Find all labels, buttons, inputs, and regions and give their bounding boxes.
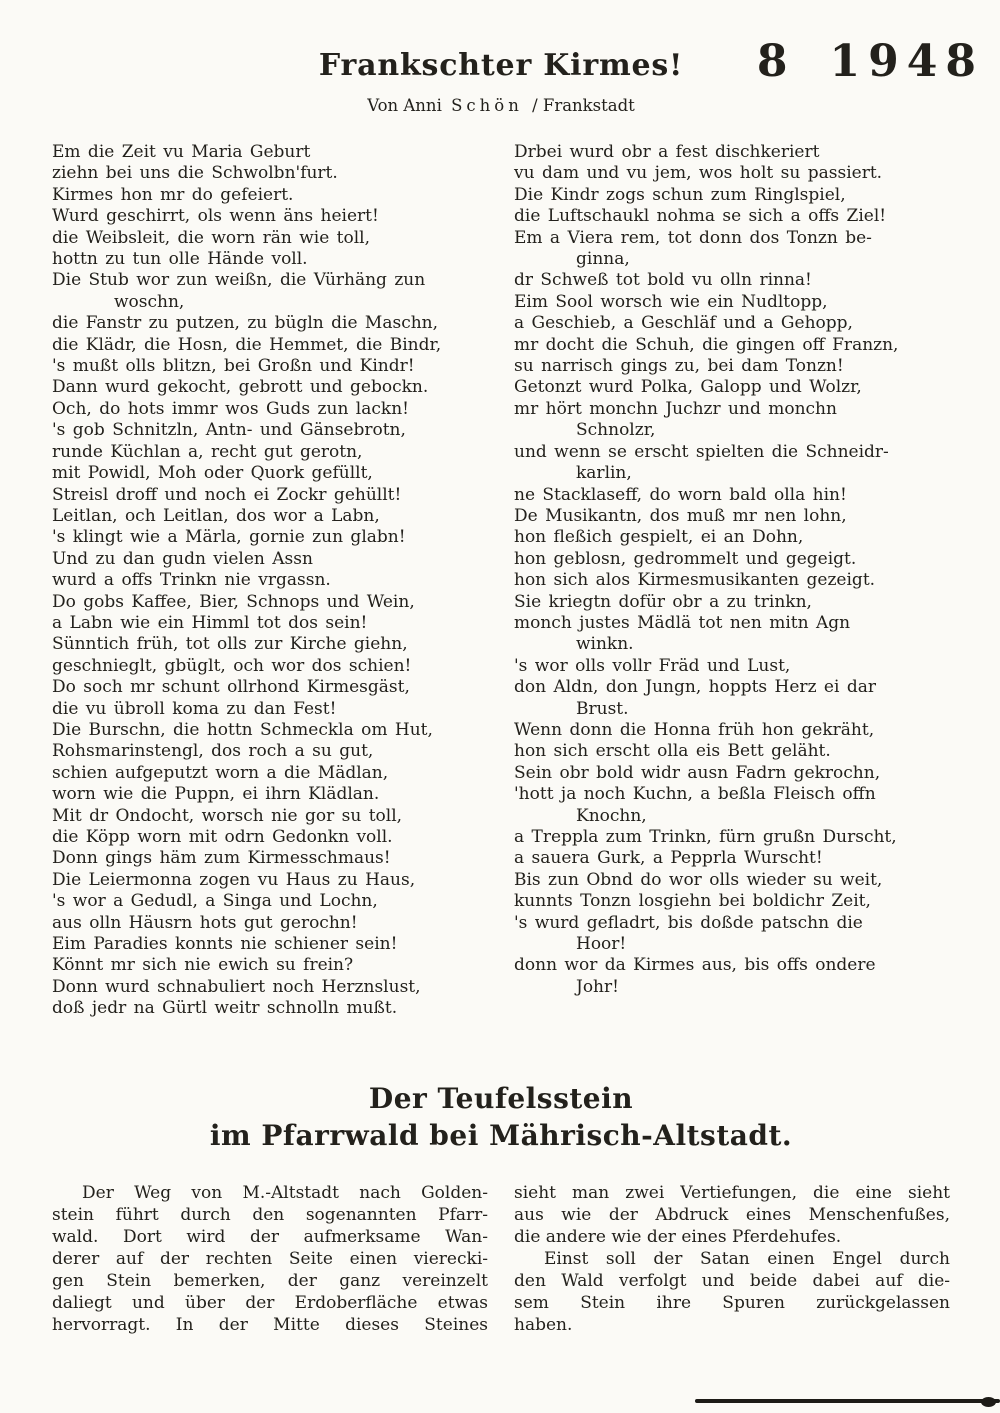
poem-line: Getonzt wurd Polka, Galopp und Wolzr, bbox=[514, 377, 862, 398]
poem-line: Johr! bbox=[576, 976, 619, 997]
poem-line: Em a Viera rem, tot donn dos Tonzn be- bbox=[514, 227, 872, 248]
poem-line: Brust. bbox=[576, 698, 629, 719]
poem-line: hon sich erscht olla eis Bett geläht. bbox=[514, 741, 831, 762]
article-line: Der Weg von M.-Altstadt nach Golden- bbox=[82, 1182, 488, 1203]
poem-line: aus olln Häusrn hots gut gerochn! bbox=[52, 912, 358, 933]
poem-line: Sünntich früh, tot olls zur Kirche giehn, bbox=[52, 634, 408, 655]
poem-line: Sie kriegtn dofür obr a zu trinkn, bbox=[514, 591, 812, 612]
poem-line: a sauera Gurk, a Pepprla Wurscht! bbox=[514, 848, 823, 869]
poem-line: Wenn donn die Honna früh hon gekräht, bbox=[514, 719, 875, 740]
poem-line: Die Burschn, die hottn Schmeckla om Hut, bbox=[52, 719, 433, 740]
poem-section bbox=[52, 142, 950, 1020]
poem-line: mr hört monchn Juchzr und monchn bbox=[514, 398, 837, 419]
article-columns bbox=[52, 1182, 950, 1336]
poem-line: die Fanstr zu putzen, zu bügln die Maschn, bbox=[52, 313, 439, 334]
byline-author: Schön bbox=[451, 96, 523, 115]
poem-line: wurd a offs Trinkn nie vrgassn. bbox=[52, 570, 331, 591]
article-line: die andere wie der eines Pferdehufes. bbox=[514, 1226, 842, 1247]
article-line: gen Stein bemerken, der ganz vereinzelt bbox=[52, 1270, 488, 1291]
poem-line: a Geschieb, a Geschläf und a Gehopp, bbox=[514, 313, 853, 334]
poem-line: 's gob Schnitzln, Antn- und Gänsebrotn, bbox=[52, 420, 406, 441]
poem-line: Und zu dan gudn vielen Assn bbox=[52, 548, 313, 569]
poem-line: geschnieglt, gbüglt, och wor dos schien! bbox=[52, 655, 412, 676]
poem-line: hottn zu tun olle Hände voll. bbox=[52, 249, 308, 270]
byline bbox=[52, 96, 950, 116]
poem-line: Die Stub wor zun weißn, die Vürhäng zun bbox=[52, 270, 426, 291]
article-section bbox=[52, 1080, 950, 1336]
poem-line: a Treppla zum Trinkn, fürn grußn Durscht, bbox=[514, 827, 897, 847]
article-line: Einst soll der Satan einen Engel durch bbox=[544, 1248, 950, 1269]
poem-line: Och, do hots immr wos Guds zun lackn! bbox=[52, 398, 409, 419]
poem-line: Die Kindr zogs schun zum Ringlspiel, bbox=[514, 184, 846, 205]
article-line: sem Stein ihre Spuren zurückgelassen bbox=[514, 1292, 950, 1313]
poem-line: 's wor a Gedudl, a Singa und Lochn, bbox=[52, 891, 378, 912]
poem-line: De Musikantn, dos muß mr nen lohn, bbox=[514, 505, 847, 526]
issue-year: 1948 bbox=[829, 36, 984, 87]
byline-prefix: Von Anni bbox=[367, 96, 442, 115]
poem-line: Knochn, bbox=[576, 805, 647, 826]
article-line: sieht man zwei Vertiefungen, die eine sieht bbox=[514, 1182, 950, 1203]
poem-line: kunnts Tonzn losgiehn bei boldichr Zeit, bbox=[514, 891, 871, 912]
poem-line: Die Leiermonna zogen vu Haus zu Haus, bbox=[52, 869, 416, 890]
poem-line: vu dam und vu jem, wos holt su passiert. bbox=[514, 163, 883, 184]
poem-line: Könnt mr sich nie ewich su frein? bbox=[52, 955, 354, 976]
poem-column-right bbox=[514, 142, 950, 1020]
poem-line: die Weibsleit, die worn rän wie toll, bbox=[52, 227, 371, 248]
scan-artifact bbox=[695, 1399, 1000, 1403]
poem-title: Frankschter Kirmes! bbox=[318, 48, 684, 83]
poem-line: woschn, bbox=[114, 291, 185, 312]
page-header bbox=[52, 36, 984, 116]
poem-line: Hoor! bbox=[576, 934, 627, 955]
poem-line: Leitlan, och Leitlan, dos wor a Labn, bbox=[52, 505, 380, 526]
article-line: daliegt und über der Erdoberfläche etwas bbox=[52, 1292, 488, 1313]
poem-line: ginna, bbox=[576, 249, 630, 270]
poem-line: Do soch mr schunt ollrhond Kirmesgäst, bbox=[52, 677, 410, 698]
poem-line: hon geblosn, gedrommelt und gegeigt. bbox=[514, 548, 857, 569]
poem-line: karlin, bbox=[576, 463, 632, 484]
article-line: derer auf der rechten Seite einen vierecki- bbox=[52, 1248, 488, 1269]
poem-line: ne Stacklaseff, do worn bald olla hin! bbox=[514, 484, 847, 505]
article-line: aus wie der Abdruck eines Menschenfußes, bbox=[514, 1204, 950, 1225]
poem-line: Bis zun Obnd do wor olls wieder su weit, bbox=[514, 869, 883, 890]
article-title-line1: Der Teufelsstein bbox=[368, 1081, 634, 1115]
poem-line: die Luftschaukl nohma se sich a offs Ziel! bbox=[514, 206, 887, 227]
article-column-right bbox=[514, 1182, 950, 1336]
article-column-left bbox=[52, 1182, 488, 1336]
poem-line: 's klingt wie a Märla, gornie zun glabn! bbox=[52, 527, 406, 548]
poem-line: monch justes Mädlä tot nen mitn Agn bbox=[514, 612, 851, 633]
poem-line: Donn gings häm zum Kirmesschmaus! bbox=[52, 848, 391, 869]
poem-line: die Klädr, die Hosn, die Hemmet, die Bindr, bbox=[52, 334, 442, 355]
article-line: stein führt durch den sogenannten Pfarr- bbox=[52, 1204, 488, 1225]
poem-line: donn wor da Kirmes aus, bis offs ondere bbox=[514, 955, 876, 976]
poem-line: die Köpp worn mit odrn Gedonkn voll. bbox=[52, 827, 393, 847]
poem-line: Mit dr Ondocht, worsch nie gor su toll, bbox=[52, 805, 403, 826]
poem-line: runde Küchlan a, recht gut gerotn, bbox=[52, 441, 363, 462]
poem-line: 's wor olls vollr Fräd und Lust, bbox=[514, 655, 791, 676]
poem-line: hon fleßich gespielt, ei an Dohn, bbox=[514, 527, 804, 548]
poem-line: doß jedr na Gürtl weitr schnolln mußt. bbox=[52, 998, 398, 1019]
poem-line: schien aufgeputzt worn a die Mädlan, bbox=[52, 762, 389, 783]
poem-line: Donn wurd schnabuliert noch Herznslust, bbox=[52, 976, 421, 997]
poem-line: 'hott ja noch Kuchn, a beßla Fleisch offn bbox=[514, 784, 876, 805]
poem-line: winkn. bbox=[576, 634, 634, 655]
article-line: hervorragt. In der Mitte dieses Steines bbox=[52, 1314, 488, 1335]
poem-line: Eim Sool worsch wie ein Nudltopp, bbox=[514, 291, 828, 312]
poem-line: 's wurd gefladrt, bis doßde patschn die bbox=[514, 912, 863, 933]
poem-line: und wenn se erscht spielten die Schneidr- bbox=[514, 441, 889, 462]
poem-line: Eim Paradies konnts nie schiener sein! bbox=[52, 934, 398, 955]
issue-date-stamp bbox=[756, 36, 984, 87]
poem-line: Kirmes hon mr do gefeiert. bbox=[52, 184, 294, 205]
poem-line: hon sich alos Kirmesmusikanten gezeigt. bbox=[514, 570, 876, 591]
article-title-line2: im Pfarrwald bei Mährisch-Altstadt. bbox=[209, 1118, 793, 1152]
poem-line: worn wie die Puppn, ei ihrn Klädlan. bbox=[52, 784, 380, 805]
poem-line: su narrisch gings zu, bei dam Tonzn! bbox=[514, 356, 844, 377]
poem-line: Rohsmarinstengl, dos roch a su gut, bbox=[52, 741, 374, 762]
issue-number: 8 bbox=[756, 36, 788, 87]
poem-line: Dann wurd gekocht, gebrott und gebockn. bbox=[52, 377, 429, 398]
article-line: wald. Dort wird der aufmerksame Wan- bbox=[52, 1226, 488, 1247]
poem-line: mr docht die Schuh, die gingen off Franzn, bbox=[514, 334, 899, 355]
poem-line: Em die Zeit vu Maria Geburt bbox=[52, 142, 311, 162]
poem-column-left bbox=[52, 142, 488, 1020]
byline-suffix: / Frankstadt bbox=[532, 96, 635, 115]
poem-line: don Aldn, don Jungn, hoppts Herz ei dar bbox=[514, 677, 876, 698]
poem-line: Drbei wurd obr a fest dischkeriert bbox=[514, 142, 820, 162]
article-line: haben. bbox=[514, 1314, 573, 1335]
poem-line: a Labn wie ein Himml tot dos sein! bbox=[52, 612, 368, 633]
poem-line: dr Schweß tot bold vu olln rinna! bbox=[514, 270, 812, 291]
poem-line: Wurd geschirrt, ols wenn äns heiert! bbox=[52, 206, 379, 227]
poem-line: ziehn bei uns die Schwolbn'furt. bbox=[52, 163, 338, 184]
poem-line: 's mußt olls blitzn, bei Großn und Kindr! bbox=[52, 356, 415, 377]
poem-line: mit Powidl, Moh oder Quork gefüllt, bbox=[52, 463, 373, 484]
article-line: den Wald verfolgt und beide dabei auf die- bbox=[514, 1270, 950, 1291]
poem-line: Streisl droff und noch ei Zockr gehüllt! bbox=[52, 484, 402, 505]
poem-line: die vu übroll koma zu dan Fest! bbox=[52, 698, 337, 719]
poem-line: Schnolzr, bbox=[576, 420, 656, 441]
poem-line: Do gobs Kaffee, Bier, Schnops und Wein, bbox=[52, 591, 415, 612]
poem-line: Sein obr bold widr ausn Fadrn gekrochn, bbox=[514, 762, 881, 783]
